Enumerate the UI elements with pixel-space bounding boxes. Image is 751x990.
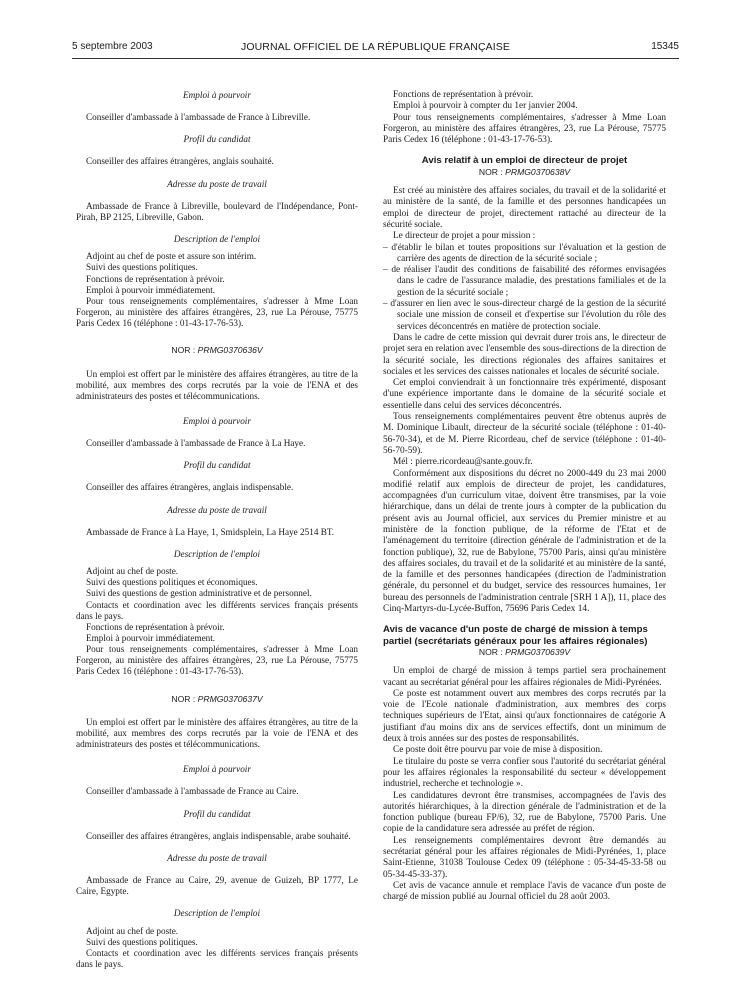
nor-reference xyxy=(383,167,666,178)
description-line: Fonctions de représentation à prévoir. xyxy=(393,90,534,100)
section-text: Conseiller d'ambassade à l'ambassade de France à Libreville. xyxy=(86,112,311,123)
nor-label: NOR : xyxy=(171,693,196,704)
description-line: Fonctions de représentation à prévoir. xyxy=(86,273,225,284)
description-line: Adjoint au chef de poste. xyxy=(86,925,179,936)
section-text: Conseiller des affaires étrangères, anglais indispensable, arabe souhaité. xyxy=(86,830,351,841)
section-text: Ambassade de France à La Haye, 1, Smidsplein, La Haye 2514 BT. xyxy=(86,526,335,537)
header-date: 5 septembre 2003 xyxy=(72,41,153,52)
nor-reference xyxy=(76,694,358,705)
description-line: Adjoint au chef de poste. xyxy=(86,566,179,577)
description-line: Emploi à pourvoir immédiatement. xyxy=(86,633,216,643)
description-line: Adjoint au chef de poste et assure son intérim. xyxy=(86,251,257,262)
section-heading: Description de l'emploi xyxy=(173,234,261,245)
description-line: Suivi des questions de gestion administrative et de personnel. xyxy=(86,588,312,599)
notice-paragraph: Les renseignements complémentaires devront être demandés au secrétariat général pour les affaires régionales de Midi-Pyrénées, 1, place Saint-Etienne, 31038 Toulouse Cedex 09 (téléphone : 05-34-45-33-58 ou 05-34-45-33-37). xyxy=(383,835,666,880)
section-heading: Emploi à pourvoir xyxy=(183,415,251,426)
section-heading: Profil du candidat xyxy=(183,460,251,471)
description-line: Emploi à pourvoir à compter du 1er janvier 2004. xyxy=(393,101,578,112)
contact-paragraph: Pour tous renseignements complémentaires, s'adresser à Mme Loan Forgeron, au ministère des affaires étrangères, 23, rue La Pérouse, 75775 Paris Cedex 16 (téléphone : 01-43-17-76-53). xyxy=(383,112,666,146)
section-heading: Adresse du poste de travail xyxy=(167,504,267,515)
header-title: JOURNAL OFFICIEL DE LA RÉPUBLIQUE FRANÇAISE xyxy=(241,41,510,53)
notice-paragraph: Conformément aux dispositions du décret no 2000-449 du 23 mai 2000 modifié relatif aux emplois de directeur de projet, les candidatures, accompagnées d'un curriculum vitae, doivent être transmises, par la voie hiérarchique, dans un délai de trente jours à compter de la publication du présent avis au Journal officiel, aux services du Premier ministre et au ministère de la fonction publique, de la réforme de l'Etat et de l'aménagement du territoire (direction générale de l'administration et de la fonction publique), 32, rue de Babylone, 75700 Paris, ainsi qu'au ministère des affaires sociales, du travail et de la solidarité et au ministère de la santé, de la famille et des personnes handicapées (direction de l'administration générale, du personnel et du budget, service des ressources humaines, 1er bureau des personnels de l'administration centrale [SRH 1 A]), 11, place des Cinq-Martyrs-du-Lycée-Buffon, 75696 Paris Cedex 14. xyxy=(383,468,666,615)
notice-paragraph: Le titulaire du poste se verra confier sous l'autorité du secrétariat général pour les affaires régionales la responsabilité du secteur « développement industriel, recherche et technologie ». xyxy=(383,756,666,790)
nor-label: NOR : xyxy=(478,166,503,177)
notice-paragraph: Un emploi de chargé de mission à temps partiel sera prochainement vacant au secrétariat général pour les affaires régionales de Midi-Pyrénées. xyxy=(383,666,666,688)
notice-paragraph: Le directeur de projet a pour mission : xyxy=(393,231,536,242)
mission-item: – d'établir le bilan et toutes propositions sur l'évaluation et la gestion de carrière des agents de direction de la sécurité sociale ; xyxy=(383,242,666,264)
section-text: Conseiller des affaires étrangères, anglais indispensable. xyxy=(86,482,294,493)
notice-title: Avis de vacance d'un poste de chargé de mission à temps partiel (secrétariats généraux pour les affaires régionales) xyxy=(383,624,648,647)
contact-paragraph: Pour tous renseignements complémentaires, s'adresser à Mme Loan Forgeron, au ministère des affaires étrangères, 23, rue La Pérouse, 75775 Paris Cedex 16 (téléphone : 01-43-17-76-53). xyxy=(76,295,358,329)
mission-item: – d'assurer en lien avec le sous-directeur chargé de la gestion de la sécurité sociale une mission de conseil et d'expertise sur l'évolution du rôle des services déconcentrés en matière de protection sociale. xyxy=(383,299,666,332)
nor-code: PRMG0370638V xyxy=(505,166,571,177)
description-line: Suivi des questions politiques. xyxy=(86,262,198,273)
intro-paragraph: Un emploi est offert par le ministère des affaires étrangères, au titre de la mobilité, aux membres des corps recrutés par la voie de l'ENA et des administrateurs des postes et télécommunications. xyxy=(76,368,358,401)
mission-item: – de réaliser l'audit des conditions de faisabilité des réformes envisagées dans le cadre de l'assurance maladie, des prestations familiales et de la gestion de la sécurité sociale ; xyxy=(383,265,666,298)
section-text: Conseiller des affaires étrangères, anglais souhaité. xyxy=(86,156,274,167)
nor-label: NOR : xyxy=(478,646,503,657)
nor-reference xyxy=(76,345,358,356)
notice-paragraph: Est créé au ministère des affaires sociales, du travail et de la solidarité et au ministère de la santé, de la famille et des personnes handicapées un emploi de directeur de projet, directement rattaché au directeur de la sécurité sociale. xyxy=(383,186,666,230)
nor-code: PRMG0370636V xyxy=(197,345,263,356)
nor-label: NOR : xyxy=(171,345,196,356)
nor-reference xyxy=(383,647,666,658)
nor-code: PRMG0370639V xyxy=(505,646,571,657)
section-heading: Adresse du poste de travail xyxy=(167,178,267,189)
notice-paragraph: Ce poste est notamment ouvert aux membres des corps recrutés par la voie de l'Ecole nationale d'administration, aux membres des corps techniques supérieurs de l'Etat, ainsi qu'aux fonctionnaires de catégorie A justifiant d'au moins dix ans de services effectifs, dont un minimum de deux à trois années sur des postes de responsabilités. xyxy=(383,688,666,745)
notice-paragraph: Tous renseignements complémentaires peuvent être obtenus auprès de M. Dominique Libault, directeur de la sécurité sociale (téléphone : 01-40-56-70-34), et de M. Pierre Ricordeau, chef de service (téléphone : 01-40-56-70-59). xyxy=(383,412,666,456)
section-heading: Profil du candidat xyxy=(183,808,251,819)
email-line: Mél : pierre.ricordeau@sante.gouv.fr. xyxy=(393,457,533,468)
right-column xyxy=(383,90,666,903)
intro-paragraph: Un emploi est offert par le ministère des affaires étrangères, au titre de la mobilité, aux membres des corps recrutés par la voie de l'ENA et des administrateurs des postes et télécommunications. xyxy=(76,716,358,750)
description-line: Contacts et coordination avec les différents services français présents dans le pays. xyxy=(76,599,358,621)
notice-paragraph: Cet avis de vacance annule et remplace l'avis de vacance d'un poste de chargé de mission publié au Journal officiel du 28 août 2003. xyxy=(383,880,666,903)
section-heading: Emploi à pourvoir xyxy=(183,764,251,775)
section-heading: Emploi à pourvoir xyxy=(183,90,251,100)
section-heading: Description de l'emploi xyxy=(173,548,261,559)
header-page-number: 15345 xyxy=(651,41,679,52)
header-rule xyxy=(72,58,679,59)
nor-code: PRMG0370637V xyxy=(197,693,263,704)
description-line: Fonctions de représentation à prévoir. xyxy=(86,621,225,632)
description-line: Contacts et coordination avec les différents services français présents dans le pays. xyxy=(76,947,358,969)
description-line: Emploi à pourvoir immédiatement. xyxy=(86,284,216,295)
section-heading: Profil du candidat xyxy=(183,134,251,145)
description-line: Suivi des questions politiques et économiques. xyxy=(86,577,258,588)
section-text: Ambassade de France à Libreville, boulevard de l'Indépendance, Pont-Pirah, BP 2125, Libreville, Gabon. xyxy=(76,200,358,222)
section-heading: Adresse du poste de travail xyxy=(167,852,267,863)
section-text: Ambassade de France au Caire, 29, avenue de Guizeh, BP 1777, Le Caire, Egypte. xyxy=(76,875,358,897)
contact-paragraph: Pour tous renseignements complémentaires, s'adresser à Mme Loan Forgeron, au ministère des affaires étrangères, 23, rue La Pérouse, 75775 Paris Cedex 16 (téléphone : 01-43-17-76-53). xyxy=(76,644,358,677)
description-line: Suivi des questions politiques. xyxy=(86,936,198,947)
notice-paragraph: Dans le cadre de cette mission qui devrait durer trois ans, le directeur de projet sera en relation avec l'ensemble des sous-directions de la direction de la sécurité sociale, les directions régionales des affaires sanitaires et sociales et les services des caisses nationales et locales de sécurité sociale. xyxy=(383,332,666,377)
section-text: Conseiller d'ambassade à l'ambassade de France à La Haye. xyxy=(86,438,306,449)
left-column xyxy=(76,90,358,970)
notice-paragraph: Les candidatures devront être transmises, accompagnées de l'avis des autorités hiérarchiques, à la direction générale de l'administration et de la fonction publique (bureau FP/6), 32, rue de Babylone, 75700 Paris. Une copie de la candidature sera adressée au préfet de région. xyxy=(383,790,666,835)
notice-title: Avis relatif à un emploi de directeur de projet xyxy=(421,155,628,167)
notice-paragraph: Ce poste doit être pourvu par voie de mise à disposition. xyxy=(393,745,603,756)
section-text: Conseiller d'ambassade à l'ambassade de France au Caire. xyxy=(86,786,299,797)
notice-paragraph: Cet emploi conviendrait à un fonctionnaire très expérimenté, disposant d'une expérience importante dans le domaine de la sécurité sociale et essentielle dans celui des services déconcentrés. xyxy=(383,378,666,411)
section-heading: Description de l'emploi xyxy=(173,908,261,919)
